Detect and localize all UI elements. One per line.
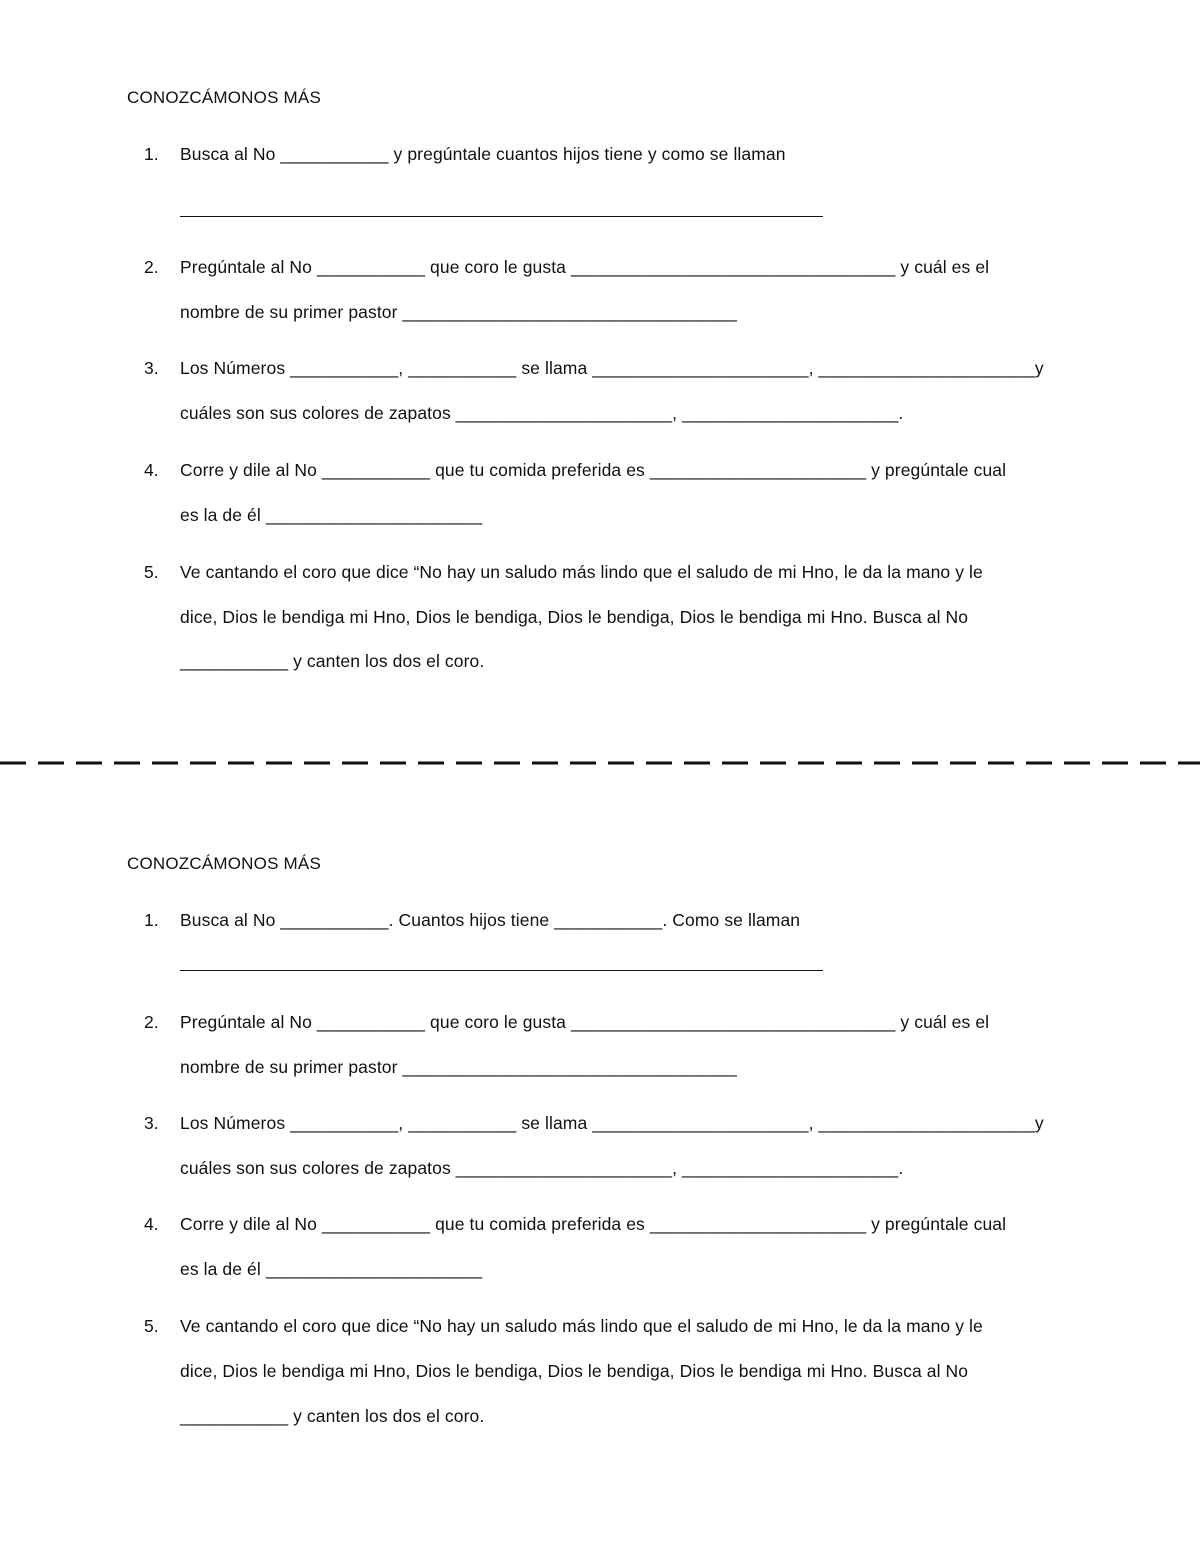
item-number: 3. <box>144 358 159 378</box>
item-1-line-1: Busca al No ___________ y pregúntale cuantos hijos tiene y como se llaman <box>180 144 786 164</box>
item-3-line-2: cuáles son sus colores de zapatos ______________________, ______________________. <box>180 403 904 423</box>
item-3-line-1: Los Números ___________, ___________ se llama ______________________, ______________________y <box>180 358 1044 378</box>
item-5-line-3: ___________ y canten los dos el coro. <box>180 651 485 671</box>
item-number: 2. <box>144 257 159 277</box>
item-5-line-2: dice, Dios le bendiga mi Hno, Dios le bendiga, Dios le bendiga, Dios le bendiga mi Hno. Busca al No <box>180 1361 969 1381</box>
item-number: 5. <box>144 562 159 582</box>
item-number: 4. <box>144 1214 159 1234</box>
item-3-line-1: Los Números ___________, ___________ se llama ______________________, ______________________y <box>180 1113 1044 1133</box>
item-5-line-2: dice, Dios le bendiga mi Hno, Dios le bendiga, Dios le bendiga, Dios le bendiga mi Hno. Busca al No <box>180 607 969 627</box>
answer-line[interactable] <box>180 970 823 971</box>
form-title: CONOZCÁMONOS MÁS <box>127 88 321 107</box>
item-4-line-1: Corre y dile al No ___________ que tu comida preferida es ______________________ y pregúntale cual <box>180 1214 1007 1234</box>
item-2-line-1: Pregúntale al No ___________ que coro le gusta _________________________________ y cuál es el <box>180 257 990 277</box>
item-4-line-2: es la de él ______________________ <box>180 1259 483 1279</box>
item-4-line-1: Corre y dile al No ___________ que tu comida preferida es ______________________ y pregúntale cual <box>180 460 1007 480</box>
item-5-line-1: Ve cantando el coro que dice “No hay un saludo más lindo que el saludo de mi Hno, le da la mano y le <box>180 562 983 582</box>
item-5-line-1: Ve cantando el coro que dice “No hay un saludo más lindo que el saludo de mi Hno, le da la mano y le <box>180 1316 983 1336</box>
answer-line[interactable] <box>180 216 823 217</box>
item-2-line-2: nombre de su primer pastor __________________________________ <box>180 302 737 322</box>
item-3-line-2: cuáles son sus colores de zapatos ______________________, ______________________. <box>180 1158 904 1178</box>
item-5-line-3: ___________ y canten los dos el coro. <box>180 1406 485 1426</box>
item-number: 5. <box>144 1316 159 1336</box>
item-number: 4. <box>144 460 159 480</box>
cut-line-divider <box>0 760 1200 766</box>
item-2-line-2: nombre de su primer pastor __________________________________ <box>180 1057 737 1077</box>
item-number: 2. <box>144 1012 159 1032</box>
item-2-line-1: Pregúntale al No ___________ que coro le gusta _________________________________ y cuál es el <box>180 1012 990 1032</box>
item-number: 1. <box>144 144 159 164</box>
item-4-line-2: es la de él ______________________ <box>180 505 483 525</box>
form-title: CONOZCÁMONOS MÁS <box>127 854 321 873</box>
item-1-line-1: Busca al No ___________. Cuantos hijos tiene ___________. Como se llaman <box>180 910 801 930</box>
item-number: 1. <box>144 910 159 930</box>
item-number: 3. <box>144 1113 159 1133</box>
